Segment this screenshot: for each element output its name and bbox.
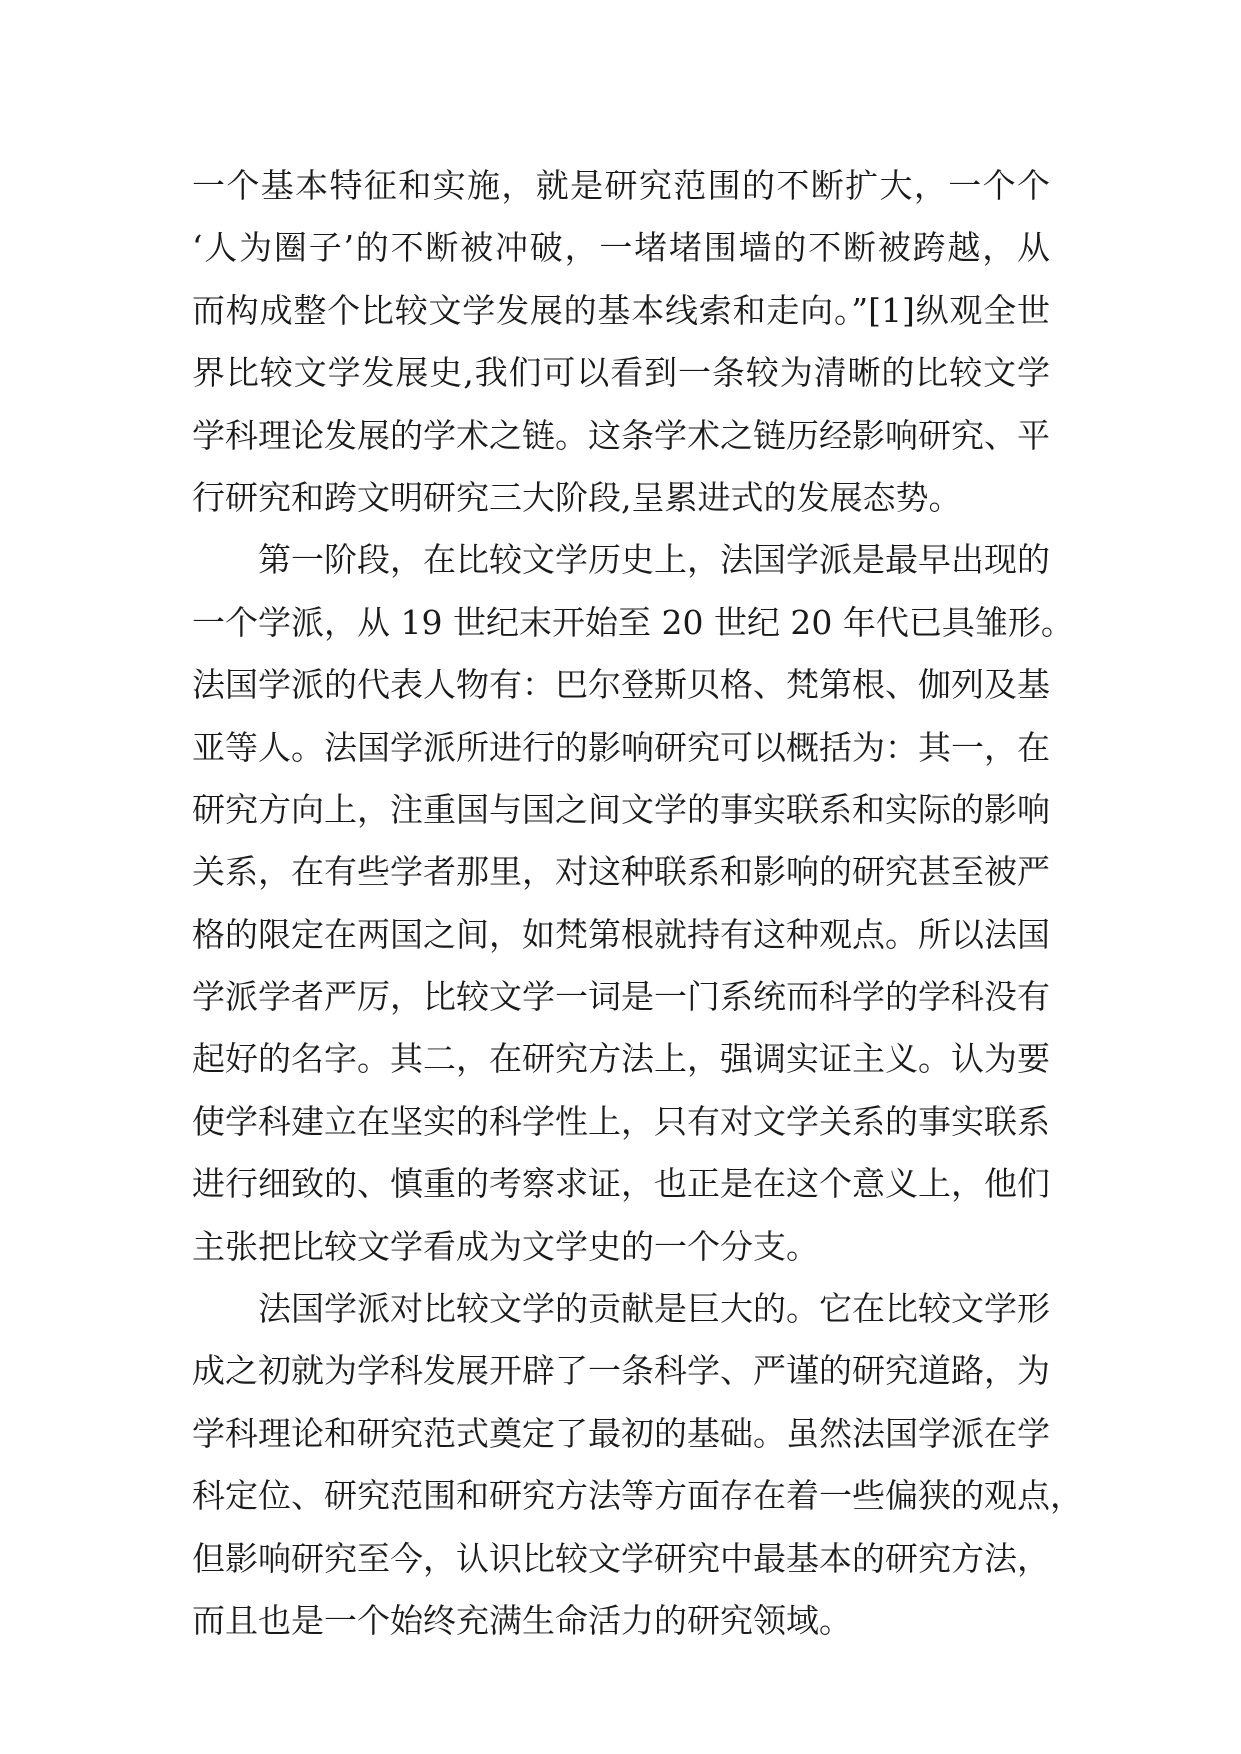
text-line: 但影响研究至今，认识比较文学研究中最基本的研究方法， [192,1538,1050,1578]
text-line: 格的限定在两国之间，如梵第根就持有这种观点。所以法国 [192,914,1050,954]
text-line: 学科理论发展的学术之链。这条学术之链历经影响研究、平 [192,415,1050,455]
text-line: 第一阶段，在比较文学历史上，法国学派是最早出现的 [258,540,1050,580]
paragraph-3 [192,1278,1083,1652]
text-line: 进行细致的、慎重的考察求证，也正是在这个意义上，他们 [192,1164,1050,1204]
text-line: 而构成整个比较文学发展的基本线索和走向。”[1]纵观全世 [192,290,1050,330]
text-line: ‘人为圈子’的不断被冲破，一堵堵围墙的不断被跨越，从 [192,228,1050,268]
text-line: 亚等人。法国学派所进行的影响研究可以概括为：其一，在 [192,727,1050,767]
text-line: 使学科建立在坚实的科学性上，只有对文学关系的事实联系 [192,1101,1050,1141]
paragraph-2 [192,529,1074,1278]
text-line: 关系，在有些学者那里，对这种联系和影响的研究甚至被严 [192,852,1050,892]
text-line: 成之初就为学科发展开辟了一条科学、严谨的研究道路，为 [192,1351,1050,1391]
text-line: 一个学派，从 19 世纪末开始至 20 世纪 20 年代已具雏形。 [192,602,1074,642]
text-line: 主张把比较文学看成为文学史的一个分支。 [192,1226,819,1266]
body-text [192,155,1083,1652]
text-line: 行研究和跨文明研究三大阶段,呈累进式的发展态势。 [192,477,962,517]
text-line: 学派学者严厉，比较文学一词是一门系统而科学的学科没有 [192,977,1050,1017]
text-line: 法国学派的代表人物有：巴尔登斯贝格、梵第根、伽列及基 [192,665,1050,705]
text-line: 学科理论和研究范式奠定了最初的基础。虽然法国学派在学 [192,1413,1050,1453]
text-line: 起好的名字。其二，在研究方法上，强调实证主义。认为要 [192,1039,1050,1079]
paragraph-1 [192,155,1050,529]
text-line: 法国学派对比较文学的贡献是巨大的。它在比较文学形 [258,1289,1050,1329]
text-line: 一个基本特征和实施，就是研究范围的不断扩大，一个个 [192,166,1050,205]
text-line: 而且也是一个始终充满生命活力的研究领域。 [192,1600,852,1640]
text-line: 研究方向上，注重国与国之间文学的事实联系和实际的影响 [192,789,1050,829]
text-line: 界比较文学发展史,我们可以看到一条较为清晰的比较文学 [192,353,1050,393]
text-line: 科定位、研究范围和研究方法等方面存在着一些偏狭的观点， [192,1476,1083,1516]
